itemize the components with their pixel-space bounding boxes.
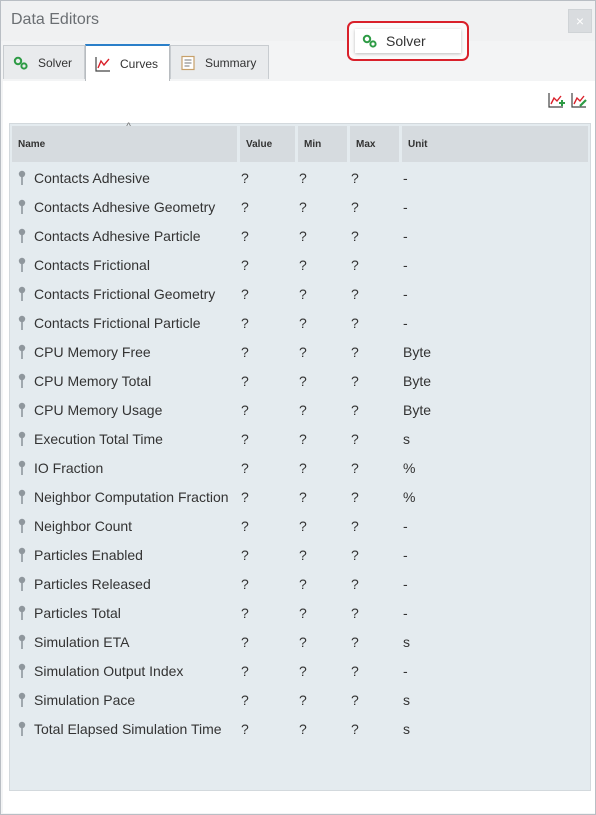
row-min: ? <box>299 460 307 476</box>
row-max: ? <box>351 344 359 360</box>
tab-label: Solver <box>38 55 73 70</box>
row-unit: Byte <box>403 344 432 360</box>
row-max: ? <box>351 431 359 447</box>
row-name: Contacts Adhesive Geometry <box>34 199 216 215</box>
pin-icon <box>17 518 27 534</box>
row-name: Simulation Pace <box>34 692 136 708</box>
row-min: ? <box>299 286 307 302</box>
row-unit: - <box>403 576 408 592</box>
row-name: CPU Memory Usage <box>34 402 163 418</box>
row-value: ? <box>241 286 249 302</box>
row-value: ? <box>241 228 249 244</box>
row-value: ? <box>241 373 249 389</box>
pin-icon <box>17 605 27 621</box>
row-min: ? <box>299 402 307 418</box>
row-max: ? <box>351 199 359 215</box>
row-name: Particles Enabled <box>34 547 143 563</box>
table-row[interactable] <box>10 512 590 541</box>
edit-curve-icon[interactable] <box>570 91 588 109</box>
row-unit: - <box>403 315 408 331</box>
row-name: CPU Memory Total <box>34 373 152 389</box>
solver-drag-item[interactable] <box>355 29 461 53</box>
pin-icon <box>17 315 27 331</box>
table-row[interactable] <box>10 628 590 657</box>
title-bar[interactable] <box>1 1 595 41</box>
row-max: ? <box>351 721 359 737</box>
row-value: ? <box>241 721 249 737</box>
row-min: ? <box>299 518 307 534</box>
table-row[interactable] <box>10 367 590 396</box>
column-header-min[interactable]: Min <box>298 126 347 162</box>
table-row[interactable] <box>10 686 590 715</box>
column-header-unit[interactable]: Unit <box>402 126 588 162</box>
row-value: ? <box>241 315 249 331</box>
table-row[interactable] <box>10 454 590 483</box>
row-max: ? <box>351 402 359 418</box>
table-header <box>12 126 588 162</box>
row-min: ? <box>299 721 307 737</box>
pin-icon <box>17 286 27 302</box>
row-max: ? <box>351 576 359 592</box>
row-unit: s <box>403 431 410 447</box>
row-value: ? <box>241 518 249 534</box>
tab-label: Curves <box>120 56 159 71</box>
row-value: ? <box>241 257 249 273</box>
row-max: ? <box>351 692 359 708</box>
pin-icon <box>17 634 27 650</box>
row-name: Neighbor Count <box>34 518 133 534</box>
pin-icon <box>17 692 27 708</box>
pin-icon <box>17 663 27 679</box>
table-row[interactable] <box>10 715 590 744</box>
pin-icon <box>17 344 27 360</box>
tab-summary[interactable] <box>170 45 269 79</box>
row-name: Particles Total <box>34 605 121 621</box>
row-max: ? <box>351 460 359 476</box>
row-max: ? <box>351 315 359 331</box>
row-min: ? <box>299 489 307 505</box>
row-max: ? <box>351 605 359 621</box>
row-name: Contacts Adhesive Particle <box>34 228 201 244</box>
row-name: Simulation Output Index <box>34 663 184 679</box>
row-value: ? <box>241 547 249 563</box>
row-value: ? <box>241 170 249 186</box>
row-value: ? <box>241 344 249 360</box>
row-name: Contacts Frictional <box>34 257 150 273</box>
table-row[interactable] <box>10 222 590 251</box>
table-row[interactable] <box>10 599 590 628</box>
tab-bar <box>3 45 595 82</box>
pin-icon <box>17 199 27 215</box>
pin-icon <box>17 257 27 273</box>
table-row[interactable] <box>10 280 590 309</box>
row-name: Total Elapsed Simulation Time <box>34 721 222 737</box>
column-header-value[interactable]: Value <box>240 126 295 162</box>
row-max: ? <box>351 170 359 186</box>
row-max: ? <box>351 257 359 273</box>
gears-icon <box>362 33 378 49</box>
row-value: ? <box>241 692 249 708</box>
row-min: ? <box>299 431 307 447</box>
table-row[interactable] <box>10 164 590 193</box>
row-min: ? <box>299 576 307 592</box>
tab-solver[interactable] <box>3 45 85 79</box>
row-min: ? <box>299 605 307 621</box>
row-unit: - <box>403 257 408 273</box>
pin-icon <box>17 547 27 563</box>
popup-label: Solver <box>386 33 426 49</box>
tab-label: Summary <box>205 55 257 70</box>
row-name: Contacts Frictional Particle <box>34 315 201 331</box>
add-curve-icon[interactable] <box>547 91 565 109</box>
row-name: CPU Memory Free <box>34 344 151 360</box>
row-value: ? <box>241 199 249 215</box>
table-row[interactable] <box>10 657 590 686</box>
row-max: ? <box>351 634 359 650</box>
row-min: ? <box>299 257 307 273</box>
pin-icon <box>17 402 27 418</box>
pin-icon <box>17 431 27 447</box>
row-name: Execution Total Time <box>34 431 163 447</box>
row-unit: Byte <box>403 402 432 418</box>
curves-table <box>9 123 591 791</box>
row-value: ? <box>241 605 249 621</box>
table-row[interactable] <box>10 309 590 338</box>
gears-icon <box>13 55 29 71</box>
row-unit: - <box>403 663 408 679</box>
row-min: ? <box>299 199 307 215</box>
row-value: ? <box>241 402 249 418</box>
row-value: ? <box>241 489 249 505</box>
row-unit: s <box>403 634 410 650</box>
table-row[interactable] <box>10 425 590 454</box>
row-min: ? <box>299 228 307 244</box>
row-name: Particles Released <box>34 576 151 592</box>
row-unit: Byte <box>403 373 432 389</box>
row-unit: - <box>403 199 408 215</box>
row-value: ? <box>241 634 249 650</box>
row-min: ? <box>299 315 307 331</box>
table-row[interactable] <box>10 251 590 280</box>
table-row[interactable] <box>10 193 590 222</box>
row-min: ? <box>299 373 307 389</box>
line-chart-icon <box>95 56 111 72</box>
row-max: ? <box>351 228 359 244</box>
pin-icon <box>17 170 27 186</box>
column-header-max[interactable]: Max <box>350 126 399 162</box>
pin-icon <box>17 721 27 737</box>
row-min: ? <box>299 692 307 708</box>
row-name: Contacts Adhesive <box>34 170 150 186</box>
row-max: ? <box>351 547 359 563</box>
row-name: Contacts Frictional Geometry <box>34 286 216 302</box>
row-value: ? <box>241 460 249 476</box>
row-name: IO Fraction <box>34 460 104 476</box>
row-max: ? <box>351 663 359 679</box>
column-header-name[interactable]: Name <box>12 126 237 162</box>
row-value: ? <box>241 431 249 447</box>
row-unit: % <box>403 460 416 476</box>
row-max: ? <box>351 286 359 302</box>
row-name: Simulation ETA <box>34 634 130 650</box>
row-unit: - <box>403 547 408 563</box>
tab-curves[interactable] <box>85 44 170 81</box>
row-unit: - <box>403 228 408 244</box>
row-unit: % <box>403 489 416 505</box>
table-row[interactable] <box>10 541 590 570</box>
row-unit: s <box>403 721 410 737</box>
table-row[interactable] <box>10 570 590 599</box>
pin-icon <box>17 373 27 389</box>
row-min: ? <box>299 344 307 360</box>
row-min: ? <box>299 170 307 186</box>
row-max: ? <box>351 373 359 389</box>
window-title: Data Editors <box>11 11 100 28</box>
document-icon <box>180 55 196 71</box>
close-button[interactable]: × <box>568 9 592 33</box>
pin-icon <box>17 460 27 476</box>
row-min: ? <box>299 547 307 563</box>
row-unit: - <box>403 170 408 186</box>
row-max: ? <box>351 518 359 534</box>
row-name: Neighbor Computation Fraction <box>34 489 229 505</box>
row-unit: - <box>403 605 408 621</box>
pin-icon <box>17 489 27 505</box>
row-min: ? <box>299 634 307 650</box>
table-row[interactable] <box>10 483 590 512</box>
row-min: ? <box>299 663 307 679</box>
row-value: ? <box>241 663 249 679</box>
table-row[interactable] <box>10 396 590 425</box>
pin-icon <box>17 228 27 244</box>
row-unit: - <box>403 286 408 302</box>
row-max: ? <box>351 489 359 505</box>
row-value: ? <box>241 576 249 592</box>
drag-tooltip-highlight <box>347 21 469 61</box>
row-unit: - <box>403 518 408 534</box>
pin-icon <box>17 576 27 592</box>
row-unit: s <box>403 692 410 708</box>
table-row[interactable] <box>10 338 590 367</box>
